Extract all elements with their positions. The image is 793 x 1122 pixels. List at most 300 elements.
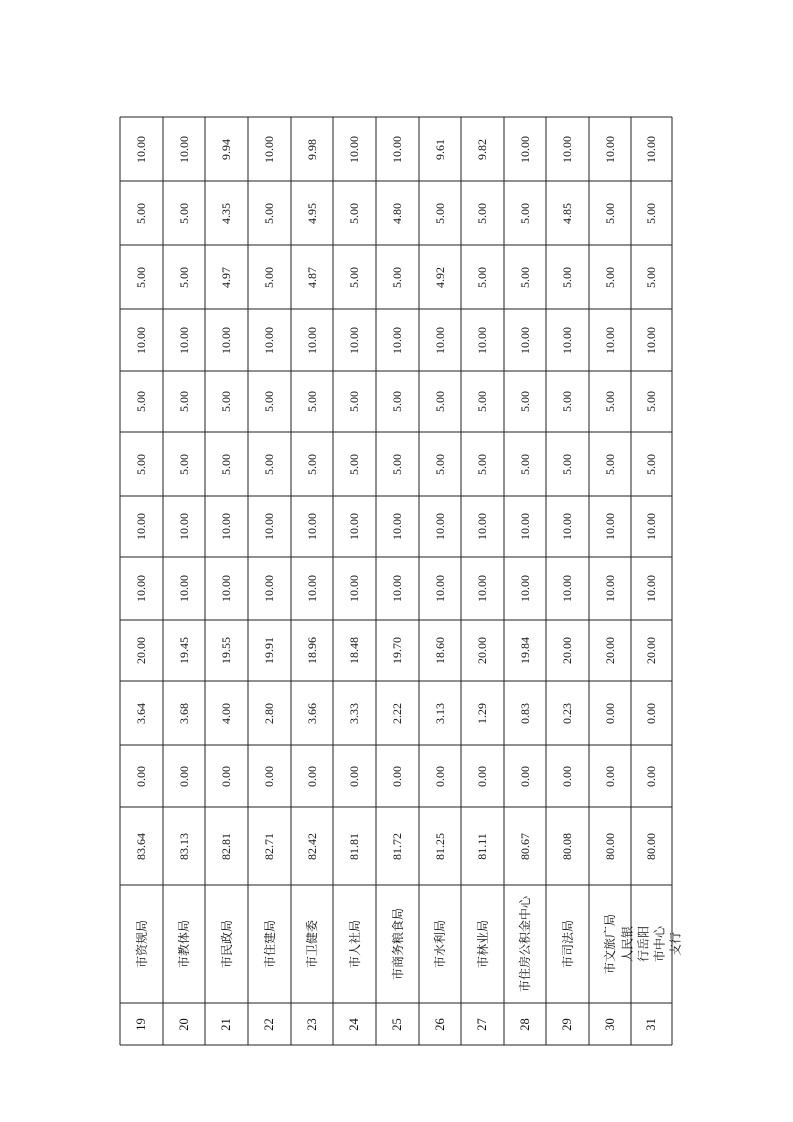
score-cell-text: 81.25 bbox=[432, 832, 447, 860]
score-cell-text: 4.97 bbox=[219, 266, 233, 288]
score-cell-text: 20.00 bbox=[134, 637, 148, 664]
score-cell-text: 10.00 bbox=[219, 513, 233, 540]
score-cell bbox=[291, 117, 333, 181]
unit-name-text: 市水利局 bbox=[433, 919, 448, 969]
score-cell-text: 5.00 bbox=[347, 453, 361, 475]
score-cell bbox=[163, 432, 205, 496]
score-cell-text: 10.00 bbox=[176, 575, 191, 602]
row-number bbox=[248, 1003, 291, 1045]
score-cell bbox=[461, 181, 504, 245]
score-cell bbox=[589, 245, 631, 309]
score-cell-text: 5.00 bbox=[602, 391, 617, 412]
score-cell bbox=[205, 245, 248, 309]
score-cell bbox=[333, 807, 376, 885]
score-cell bbox=[419, 181, 461, 245]
score-cell-text: 5.00 bbox=[219, 453, 233, 475]
score-cell-text: 5.00 bbox=[262, 453, 276, 475]
score-cell-text: 0.00 bbox=[475, 765, 489, 787]
score-cell bbox=[419, 117, 461, 181]
score-cell-text: 10.00 bbox=[347, 135, 361, 163]
score-cell-text: 10.00 bbox=[134, 135, 148, 163]
unit-name bbox=[333, 885, 376, 1003]
score-cell bbox=[291, 496, 333, 557]
score-cell-text: 0.00 bbox=[644, 765, 658, 787]
score-cell-text: 5.00 bbox=[176, 202, 191, 224]
score-cell bbox=[205, 681, 248, 745]
score-cell bbox=[291, 371, 333, 432]
score-cell-text: 5.00 bbox=[262, 266, 276, 288]
score-cell-text: 0.00 bbox=[517, 765, 532, 787]
score-cell bbox=[291, 432, 333, 496]
score-cell-text: 5.00 bbox=[304, 391, 319, 412]
score-cell-text: 10.00 bbox=[304, 326, 319, 354]
score-cell bbox=[333, 117, 376, 181]
score-cell bbox=[419, 557, 461, 620]
score-cell-text: 10.00 bbox=[262, 513, 276, 540]
row-number-text: 24 bbox=[347, 1017, 361, 1031]
score-cell-text: 9.98 bbox=[304, 138, 319, 160]
score-cell bbox=[461, 432, 504, 496]
score-cell bbox=[333, 371, 376, 432]
score-cell bbox=[205, 745, 248, 807]
score-cell-text: 0.00 bbox=[176, 765, 191, 787]
row-number bbox=[333, 1003, 376, 1045]
score-cell bbox=[546, 557, 589, 620]
score-cell bbox=[163, 181, 205, 245]
unit-name-text: 市司法局 bbox=[560, 919, 575, 969]
score-cell bbox=[589, 371, 631, 432]
score-cell bbox=[504, 496, 546, 557]
score-cell bbox=[120, 181, 163, 245]
row-number-text: 21 bbox=[219, 1017, 233, 1031]
score-cell-text: 5.00 bbox=[517, 391, 532, 412]
score-cell bbox=[120, 309, 163, 371]
score-cell bbox=[504, 745, 546, 807]
score-cell bbox=[333, 681, 376, 745]
score-cell-text: 5.00 bbox=[475, 266, 489, 288]
score-cell-text: 0.23 bbox=[560, 702, 574, 724]
score-cell bbox=[419, 309, 461, 371]
score-cell bbox=[376, 745, 419, 807]
unit-name-text: 市教体局 bbox=[177, 919, 192, 969]
score-cell-text: 5.00 bbox=[602, 202, 617, 224]
score-cell-text: 5.00 bbox=[560, 266, 574, 288]
score-cell bbox=[163, 745, 205, 807]
score-cell-text: 10.00 bbox=[262, 575, 276, 602]
score-cell-text: 10.00 bbox=[219, 575, 233, 602]
score-cell-text: 82.81 bbox=[219, 832, 233, 860]
score-cell-text: 10.00 bbox=[219, 326, 233, 354]
score-cell bbox=[376, 807, 419, 885]
score-cell bbox=[461, 245, 504, 309]
score-cell bbox=[163, 371, 205, 432]
score-cell bbox=[504, 432, 546, 496]
score-cell bbox=[461, 745, 504, 807]
score-cell bbox=[163, 807, 205, 885]
score-cell-text: 82.42 bbox=[304, 832, 319, 860]
score-cell bbox=[461, 620, 504, 681]
score-cell bbox=[631, 181, 672, 245]
score-cell-text: 18.48 bbox=[347, 637, 361, 664]
score-cell-text: 18.96 bbox=[304, 637, 319, 664]
unit-name bbox=[248, 885, 291, 1003]
score-cell bbox=[120, 681, 163, 745]
score-cell bbox=[589, 681, 631, 745]
score-cell bbox=[120, 245, 163, 309]
score-cell-text: 1.29 bbox=[475, 702, 489, 724]
score-cell-text: 20.00 bbox=[560, 637, 574, 664]
score-cell bbox=[248, 371, 291, 432]
unit-name-text: 市卫健委 bbox=[305, 919, 320, 969]
score-cell-text: 5.00 bbox=[432, 391, 447, 412]
score-cell-text: 10.00 bbox=[347, 575, 361, 602]
row-number-text: 30 bbox=[602, 1017, 617, 1031]
score-cell-text: 0.00 bbox=[644, 702, 658, 724]
score-cell bbox=[589, 745, 631, 807]
score-cell-text: 5.00 bbox=[644, 453, 658, 475]
unit-name bbox=[376, 885, 419, 1003]
score-cell bbox=[376, 557, 419, 620]
score-cell bbox=[376, 309, 419, 371]
score-cell bbox=[546, 117, 589, 181]
score-cell-text: 5.00 bbox=[176, 391, 191, 412]
score-cell bbox=[589, 432, 631, 496]
score-cell bbox=[333, 745, 376, 807]
row-number-text: 19 bbox=[134, 1017, 148, 1031]
score-cell bbox=[504, 181, 546, 245]
score-cell-text: 81.81 bbox=[347, 832, 361, 860]
score-cell bbox=[333, 181, 376, 245]
score-cell bbox=[419, 496, 461, 557]
score-cell-text: 5.00 bbox=[390, 391, 404, 412]
unit-name bbox=[546, 885, 589, 1003]
score-cell-text: 10.00 bbox=[347, 513, 361, 540]
score-cell bbox=[589, 117, 631, 181]
score-cell-text: 10.00 bbox=[176, 135, 191, 163]
score-cell-text: 5.00 bbox=[390, 266, 404, 288]
score-cell-text: 10.00 bbox=[560, 135, 574, 163]
score-cell-text: 9.94 bbox=[219, 138, 233, 160]
score-cell-text: 5.00 bbox=[347, 391, 361, 412]
score-cell bbox=[120, 371, 163, 432]
score-cell bbox=[504, 371, 546, 432]
score-cell bbox=[291, 681, 333, 745]
score-cell-text: 83.13 bbox=[176, 832, 191, 860]
score-cell-text: 5.00 bbox=[390, 453, 404, 475]
score-cell-text: 83.64 bbox=[134, 832, 148, 860]
score-cell-text: 0.00 bbox=[432, 765, 447, 787]
unit-name-text: 市资规局 bbox=[134, 919, 149, 969]
score-cell bbox=[546, 620, 589, 681]
score-cell bbox=[504, 245, 546, 309]
unit-name-text: 市文旅广局 bbox=[603, 913, 618, 975]
score-cell-text: 5.00 bbox=[475, 391, 489, 412]
score-cell-text: 3.33 bbox=[347, 702, 361, 724]
score-cell bbox=[291, 620, 333, 681]
score-cell-text: 10.00 bbox=[176, 513, 191, 540]
score-cell bbox=[248, 557, 291, 620]
score-cell-text: 10.00 bbox=[644, 575, 658, 602]
score-cell bbox=[461, 117, 504, 181]
score-cell bbox=[291, 181, 333, 245]
score-cell-text: 5.00 bbox=[475, 453, 489, 475]
score-cell-text: 10.00 bbox=[432, 575, 447, 602]
score-cell bbox=[631, 496, 672, 557]
score-cell bbox=[546, 496, 589, 557]
score-cell bbox=[589, 309, 631, 371]
row-number bbox=[120, 1003, 163, 1045]
score-cell bbox=[333, 620, 376, 681]
score-cell-text: 81.11 bbox=[475, 832, 489, 860]
score-cell bbox=[504, 557, 546, 620]
score-cell bbox=[631, 681, 672, 745]
score-cell bbox=[333, 245, 376, 309]
score-cell bbox=[546, 807, 589, 885]
score-cell-text: 10.00 bbox=[517, 513, 532, 540]
row-number bbox=[419, 1003, 461, 1045]
score-cell-text: 2.80 bbox=[262, 702, 276, 724]
score-cell bbox=[248, 181, 291, 245]
score-cell-text: 5.00 bbox=[262, 202, 276, 224]
score-cell-text: 5.00 bbox=[134, 266, 148, 288]
unit-name bbox=[419, 885, 461, 1003]
score-cell bbox=[546, 245, 589, 309]
score-cell bbox=[248, 309, 291, 371]
score-cell-text: 10.00 bbox=[644, 326, 658, 354]
score-cell-text: 4.85 bbox=[560, 202, 574, 224]
row-number-text: 23 bbox=[304, 1017, 319, 1031]
score-cell-text: 10.00 bbox=[134, 575, 148, 602]
score-cell bbox=[419, 745, 461, 807]
score-cell-text: 10.00 bbox=[390, 575, 404, 602]
score-cell-text: 5.00 bbox=[134, 202, 148, 224]
score-cell-text: 5.00 bbox=[517, 266, 532, 288]
score-cell bbox=[589, 620, 631, 681]
score-cell-text: 10.00 bbox=[347, 326, 361, 354]
score-cell bbox=[205, 496, 248, 557]
score-cell-text: 3.64 bbox=[134, 702, 148, 724]
score-cell bbox=[504, 620, 546, 681]
score-cell bbox=[376, 432, 419, 496]
score-cell-text: 5.00 bbox=[475, 202, 489, 224]
score-cell bbox=[205, 181, 248, 245]
row-number bbox=[504, 1003, 546, 1045]
row-number-text: 31 bbox=[644, 1017, 658, 1031]
score-cell bbox=[120, 496, 163, 557]
row-number bbox=[631, 1003, 672, 1045]
score-cell-text: 10.00 bbox=[560, 513, 574, 540]
score-cell bbox=[291, 557, 333, 620]
score-cell-text: 5.00 bbox=[644, 266, 658, 288]
row-number bbox=[163, 1003, 205, 1045]
score-cell-text: 10.00 bbox=[602, 326, 617, 354]
score-cell bbox=[163, 681, 205, 745]
score-cell-text: 9.61 bbox=[432, 138, 447, 160]
score-cell bbox=[631, 620, 672, 681]
score-cell bbox=[504, 807, 546, 885]
score-cell-text: 10.00 bbox=[517, 575, 532, 602]
unit-name bbox=[291, 885, 333, 1003]
score-cell bbox=[546, 181, 589, 245]
row-number bbox=[376, 1003, 419, 1045]
score-cell bbox=[376, 117, 419, 181]
score-cell bbox=[163, 117, 205, 181]
score-cell-text: 3.68 bbox=[176, 702, 191, 724]
score-cell-text: 10.00 bbox=[602, 575, 617, 602]
score-cell-text: 10.00 bbox=[304, 575, 319, 602]
score-cell-text: 10.00 bbox=[390, 135, 404, 163]
score-cell bbox=[546, 432, 589, 496]
unit-name-text: 市住建局 bbox=[262, 919, 277, 969]
score-cell-text: 9.82 bbox=[475, 138, 489, 160]
row-number bbox=[546, 1003, 589, 1045]
score-cell-text: 10.00 bbox=[475, 326, 489, 354]
row-number-text: 28 bbox=[517, 1017, 532, 1031]
score-cell bbox=[333, 557, 376, 620]
score-cell-text: 5.00 bbox=[134, 453, 148, 475]
score-cell-text: 80.67 bbox=[517, 832, 532, 860]
score-cell bbox=[205, 807, 248, 885]
score-cell bbox=[205, 371, 248, 432]
score-cell-text: 10.00 bbox=[602, 513, 617, 540]
score-cell bbox=[163, 496, 205, 557]
score-cell-text: 4.87 bbox=[304, 266, 319, 288]
row-number bbox=[589, 1003, 631, 1045]
score-cell-text: 80.00 bbox=[602, 832, 617, 860]
score-cell-text: 19.55 bbox=[219, 637, 233, 664]
unit-name-text: 市商务粮食局 bbox=[390, 907, 405, 981]
score-cell-text: 5.00 bbox=[219, 391, 233, 412]
score-cell bbox=[461, 807, 504, 885]
score-cell-text: 10.00 bbox=[262, 326, 276, 354]
score-cell-text: 0.00 bbox=[602, 702, 617, 724]
score-cell bbox=[631, 117, 672, 181]
score-cell-text: 19.91 bbox=[262, 637, 276, 664]
row-number bbox=[461, 1003, 504, 1045]
score-cell bbox=[120, 557, 163, 620]
score-cell-text: 10.00 bbox=[517, 135, 532, 163]
unit-name bbox=[205, 885, 248, 1003]
score-cell-text: 10.00 bbox=[262, 135, 276, 163]
score-cell-text: 5.00 bbox=[602, 453, 617, 475]
score-cell-text: 80.00 bbox=[644, 832, 658, 860]
score-cell bbox=[631, 371, 672, 432]
score-cell-text: 5.00 bbox=[304, 453, 319, 475]
unit-name bbox=[120, 885, 163, 1003]
score-cell bbox=[631, 807, 672, 885]
score-cell-text: 5.00 bbox=[176, 266, 191, 288]
score-cell-text: 4.92 bbox=[432, 266, 447, 288]
score-cell-text: 5.00 bbox=[517, 202, 532, 224]
score-cell-text: 0.00 bbox=[560, 765, 574, 787]
score-cell-text: 10.00 bbox=[134, 326, 148, 354]
row-number bbox=[205, 1003, 248, 1045]
score-cell bbox=[589, 807, 631, 885]
score-cell bbox=[163, 620, 205, 681]
score-cell-text: 5.00 bbox=[347, 266, 361, 288]
score-cell bbox=[248, 745, 291, 807]
score-cell-text: 20.00 bbox=[644, 637, 658, 664]
score-cell bbox=[419, 681, 461, 745]
score-cell-text: 5.00 bbox=[644, 202, 658, 224]
score-cell-text: 10.00 bbox=[432, 513, 447, 540]
unit-name-text: 市林业局 bbox=[475, 919, 490, 969]
score-cell bbox=[333, 496, 376, 557]
score-cell-text: 5.00 bbox=[134, 391, 148, 412]
score-cell bbox=[419, 432, 461, 496]
unit-name bbox=[461, 885, 504, 1003]
row-number bbox=[291, 1003, 333, 1045]
score-cell-text: 5.00 bbox=[347, 202, 361, 224]
score-cell bbox=[248, 681, 291, 745]
score-cell-text: 82.71 bbox=[262, 832, 276, 860]
score-cell-text: 19.70 bbox=[390, 637, 404, 664]
unit-name bbox=[504, 885, 546, 1003]
row-number-text: 27 bbox=[475, 1017, 489, 1031]
score-cell bbox=[248, 117, 291, 181]
row-number-text: 20 bbox=[176, 1017, 191, 1031]
score-cell bbox=[120, 745, 163, 807]
score-cell-text: 5.00 bbox=[517, 453, 532, 475]
score-cell bbox=[205, 432, 248, 496]
score-cell bbox=[461, 557, 504, 620]
score-cell-text: 81.72 bbox=[390, 832, 404, 860]
score-cell bbox=[461, 681, 504, 745]
score-cell-text: 0.00 bbox=[262, 765, 276, 787]
score-cell-text: 4.80 bbox=[390, 202, 404, 224]
score-cell-text: 10.00 bbox=[560, 326, 574, 354]
score-cell-text: 5.00 bbox=[262, 391, 276, 412]
score-cell-text: 0.00 bbox=[134, 765, 148, 787]
score-cell-text: 18.60 bbox=[432, 637, 447, 664]
score-cell bbox=[248, 245, 291, 309]
score-cell-text: 0.00 bbox=[219, 765, 233, 787]
score-cell bbox=[546, 309, 589, 371]
score-cell bbox=[248, 496, 291, 557]
score-cell bbox=[504, 117, 546, 181]
score-cell bbox=[461, 371, 504, 432]
score-cell bbox=[461, 496, 504, 557]
score-cell-text: 10.00 bbox=[475, 513, 489, 540]
unit-name bbox=[620, 885, 683, 1003]
score-cell-text: 10.00 bbox=[475, 575, 489, 602]
score-cell-text: 5.00 bbox=[432, 453, 447, 475]
score-cell bbox=[631, 309, 672, 371]
row-number-text: 25 bbox=[390, 1017, 404, 1031]
score-cell bbox=[376, 620, 419, 681]
score-cell bbox=[631, 557, 672, 620]
score-cell-text: 10.00 bbox=[560, 575, 574, 602]
score-cell bbox=[631, 245, 672, 309]
score-cell bbox=[333, 309, 376, 371]
score-cell-text: 0.00 bbox=[347, 765, 361, 787]
score-cell bbox=[419, 245, 461, 309]
score-cell bbox=[291, 309, 333, 371]
score-cell bbox=[376, 245, 419, 309]
score-cell bbox=[205, 309, 248, 371]
row-number-text: 22 bbox=[262, 1017, 276, 1031]
score-cell bbox=[589, 557, 631, 620]
score-cell bbox=[291, 245, 333, 309]
unit-name bbox=[163, 885, 205, 1003]
score-cell-text: 10.00 bbox=[304, 513, 319, 540]
row-number-text: 26 bbox=[432, 1017, 447, 1031]
score-cell-text: 10.00 bbox=[390, 326, 404, 354]
score-cell-text: 5.00 bbox=[432, 202, 447, 224]
unit-name-text: 市住房公积金中心 bbox=[518, 895, 533, 993]
score-cell-text: 5.00 bbox=[602, 266, 617, 288]
score-cell bbox=[419, 620, 461, 681]
